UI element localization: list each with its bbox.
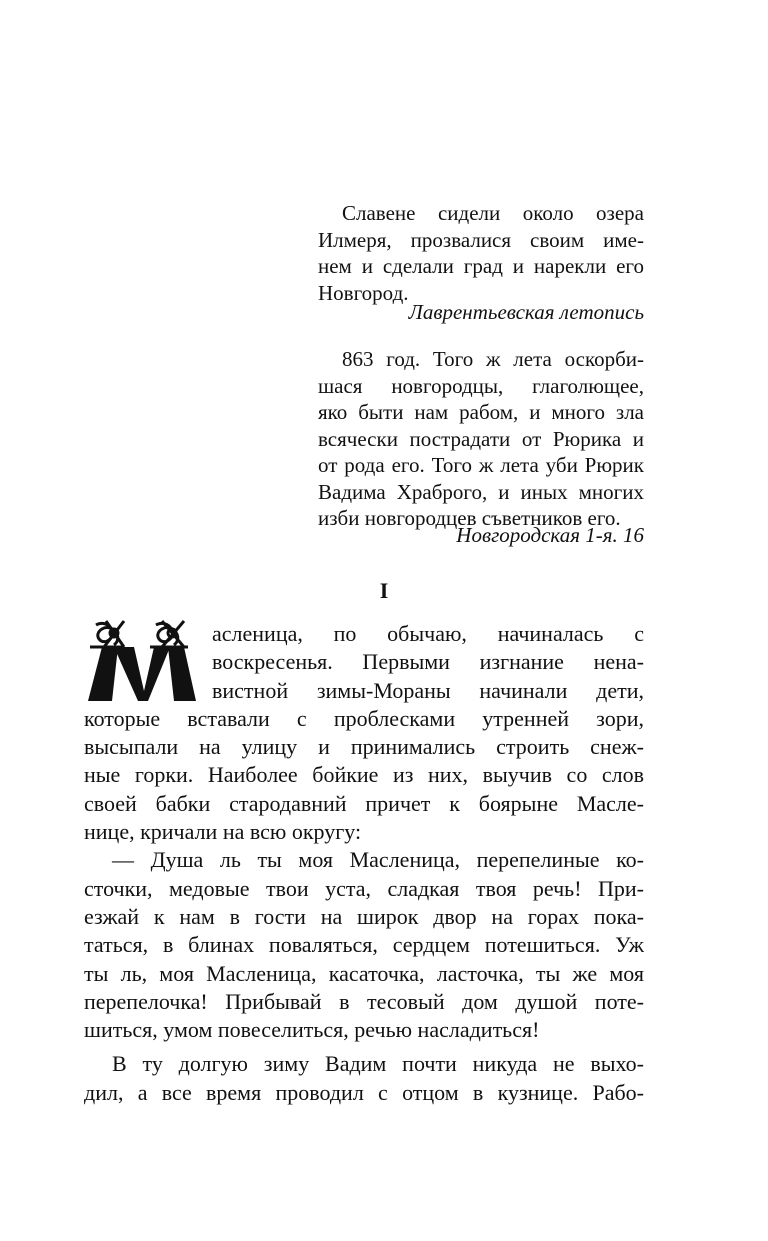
text-line: сточки, медовые твои уста, сладкая твоя речь! При-	[84, 875, 644, 901]
text-line: ные горки. Наиболее бойкие из них, выучив со слов	[84, 762, 644, 788]
text-line: которые вставали с проблесками утренней зори,	[84, 705, 644, 731]
epigraph-1-source: Лаврентьевская летопись	[408, 300, 644, 324]
text-line: дил, а все время проводил с отцом в кузнице. Рабо-	[84, 1079, 644, 1105]
text-line: перепелочка! Прибывай в тесовый дом душой поте-	[84, 988, 644, 1014]
text-line: езжай к нам в гости на широк двор на горах пока-	[84, 903, 644, 929]
text-line: таться, в блинах поваляться, сердцем потешиться. Уж	[84, 932, 644, 958]
text-line: своей бабки стародавний причет к боярыне Масле-	[84, 790, 644, 816]
text-line: высыпали на улицу и принимались строить снеж-	[84, 734, 644, 760]
epigraph-2-source: Новгородская 1-я. 16	[456, 523, 644, 547]
epigraph-2-line: 863 год. Того ж лета оскорби-	[342, 347, 644, 371]
epigraph-2-line: от рода его. Того ж лета уби Рюрик	[318, 453, 644, 477]
text-line: ты ль, моя Масленица, касаточка, ласточка, ты же моя	[84, 960, 644, 986]
epigraph-1	[318, 200, 644, 306]
epigraph-1-line: Новгород.	[318, 280, 409, 305]
chapter-text	[84, 620, 644, 1107]
text-line: асленица, по обычаю, начиналась с	[212, 621, 644, 646]
epigraph-1-line: Илмеря, прозвалися своим име-	[318, 227, 644, 252]
chapter-number: I	[379, 578, 389, 603]
epigraph-2-line: изби новгородцев съветников его.	[318, 506, 621, 530]
epigraph-1-line: нем и сделали град и нарекли его	[318, 254, 644, 278]
epigraph-1-line: Славене сидели около озера	[342, 201, 644, 225]
text-line: В ту долгую зиму Вадим почти никуда не выхо-	[112, 1051, 644, 1077]
epigraph-2-line: всячески пострадати от Рюрика и	[318, 426, 644, 451]
epigraph-2-line: яко быти нам рабом, и много зла	[318, 400, 644, 424]
text-line: нице, кричали на всю округу:	[84, 819, 362, 845]
epigraph-2-line: Вадима Храброго, и иных многих	[318, 479, 644, 504]
text-line: шиться, умом повеселиться, речью насладиться!	[84, 1017, 540, 1043]
text-line: воскресенья. Первыми изгнание нена-	[212, 649, 644, 675]
text-line: — Душа ль ты моя Масленица, перепелиные ко-	[112, 847, 644, 873]
epigraph-2-line: шася новгородцы, глаголющее,	[318, 373, 644, 398]
epigraph-2	[318, 346, 644, 532]
text-line: вистной зимы-Мораны начинали дети,	[212, 677, 644, 703]
